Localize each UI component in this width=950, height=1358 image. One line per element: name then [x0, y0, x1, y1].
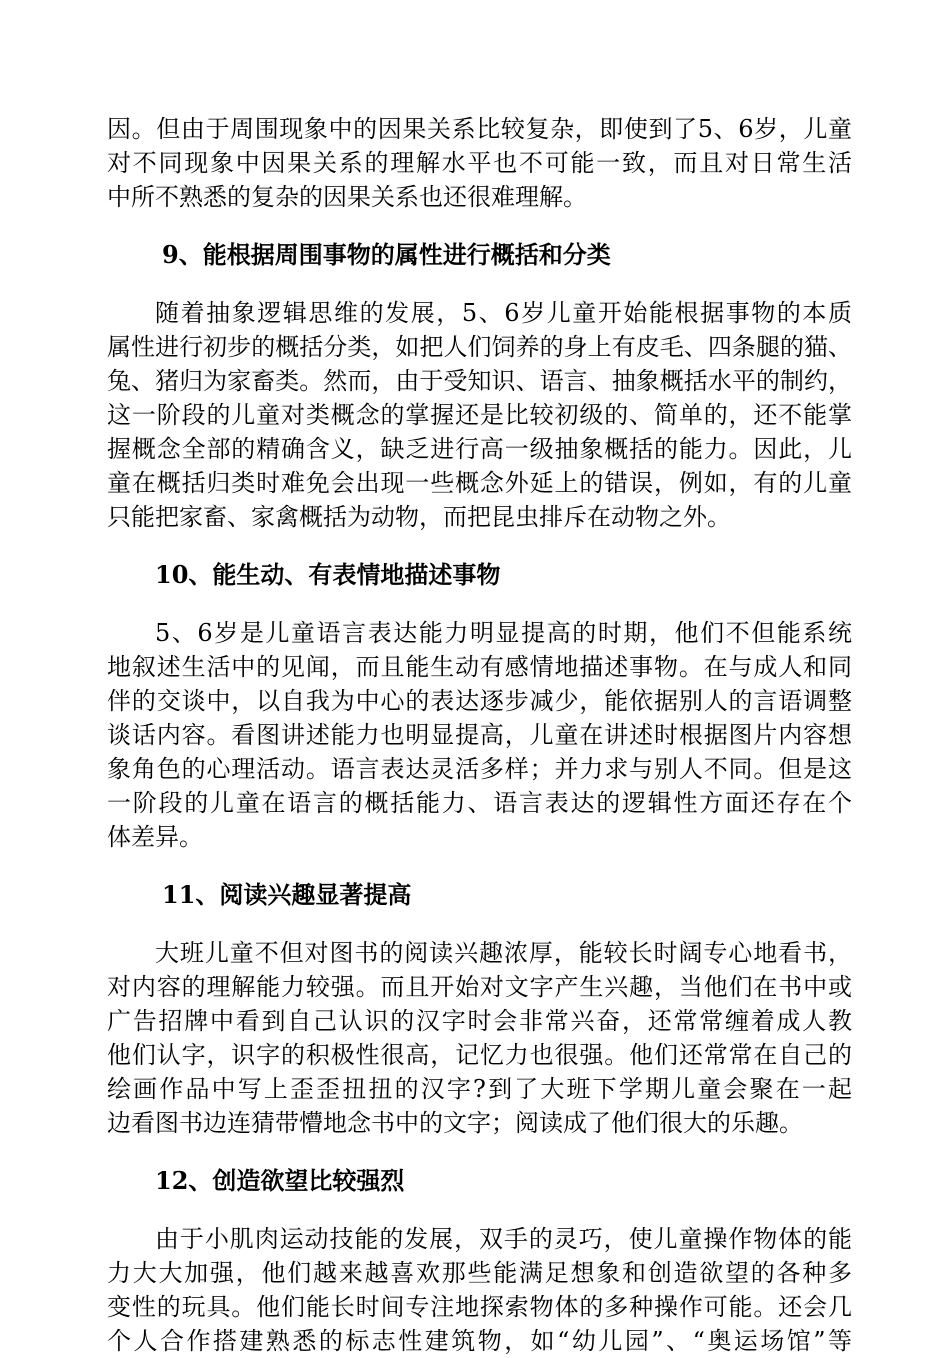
text-line: 由于小肌肉运动技能的发展，双手的灵巧，使儿童操作物体的能	[155, 1225, 852, 1253]
paragraph-12	[107, 1222, 852, 1358]
text-line: 大班儿童不但对图书的阅读兴趣浓厚，能较长时阔专心地看书，	[155, 939, 852, 967]
paragraph-11	[107, 936, 852, 1140]
text-line: 这一阶段的儿童对类概念的掌握还是比较初级的、简单的，还不能掌	[107, 401, 852, 429]
text-line: 随着抽象逻辑思维的发展，5、6岁儿童开始能根据事物的本质	[155, 299, 852, 327]
heading-10: 10、能生动、有表情地描述事物	[155, 560, 501, 589]
text-line: 个人合作搭建熟悉的标志性建筑物，如“幼儿园”、“奥运场馆”等	[107, 1327, 852, 1355]
text-line: 5、6岁是儿童语言表达能力明显提高的时期，他们不但能系统	[155, 619, 852, 647]
text-line: 只能把家畜、家禽概括为动物，而把昆虫排斥在动物之外。	[107, 503, 731, 531]
text-line: 属性进行初步的概括分类，如把人们饲养的身上有皮毛、四条腿的猫、	[107, 333, 852, 361]
text-line: 伴的交谈中，以自我为中心的表达逐步减少，能依据别人的言语调整	[107, 687, 852, 715]
heading-9: 9、能根据周围事物的属性进行概括和分类	[162, 240, 611, 269]
heading-12: 12、创造欲望比较强烈	[155, 1166, 405, 1195]
text-line: 对内容的理解能力较强。而且开始对文字产生兴趣，当他们在书中或	[107, 973, 852, 1001]
text-line: 体差异。	[107, 823, 203, 851]
text-line: 一阶段的儿童在语言的概括能力、语言表达的逻辑性方面还存在个	[107, 789, 852, 817]
text-line: 变性的玩具。他们能长时间专注地探索物体的多种操作可能。还会几	[107, 1293, 852, 1321]
text-line: 力大大加强，他们越来越喜欢那些能满足想象和创造欲望的各种多	[107, 1259, 852, 1287]
text-line: 广告招牌中看到自己认识的汉字时会非常兴奋，还常常缠着成人教	[107, 1007, 852, 1035]
heading-11: 11、阅读兴趣显著提高	[162, 880, 412, 909]
text-line: 绘画作品中写上歪歪扭扭的汉字?到了大班下学期儿童会聚在一起	[107, 1075, 852, 1103]
text-line: 象角色的心理活动。语言表达灵活多样；并力求与别人不同。但是这	[107, 755, 852, 783]
text-line: 对不同现象中因果关系的理解水平也不可能一致，而且对日常生活	[107, 149, 852, 177]
text-line: 他们认字，识字的积极性很高，记忆力也很强。他们还常常在自己的	[107, 1041, 852, 1069]
text-line: 童在概括归类时难免会出现一些概念外延上的错误，例如，有的儿童	[107, 469, 852, 497]
text-line: 地叙述生活中的见闻，而且能生动有感情地描述事物。在与成人和同	[107, 653, 852, 681]
text-line: 谈话内容。看图讲述能力也明显提高，儿童在讲述时根据图片内容想	[107, 721, 852, 749]
document-page	[107, 112, 852, 1358]
text-line: 中所不熟悉的复杂的因果关系也还很难理解。	[107, 183, 587, 211]
text-line: 兔、猪归为家畜类。然而，由于受知识、语言、抽象概括水平的制约，	[107, 367, 852, 395]
text-line: 边看图书边连猜带懵地念书中的文字；阅读成了他们很大的乐趣。	[107, 1109, 803, 1137]
paragraph-9	[107, 296, 852, 534]
text-line: 因。但由于周围现象中的因果关系比较复杂，即使到了5、6岁，儿童	[107, 115, 852, 143]
paragraph-causality	[107, 112, 852, 214]
text-line: 握概念全部的精确含义，缺乏进行高一级抽象概括的能力。因此，儿	[107, 435, 852, 463]
paragraph-10	[107, 616, 852, 854]
